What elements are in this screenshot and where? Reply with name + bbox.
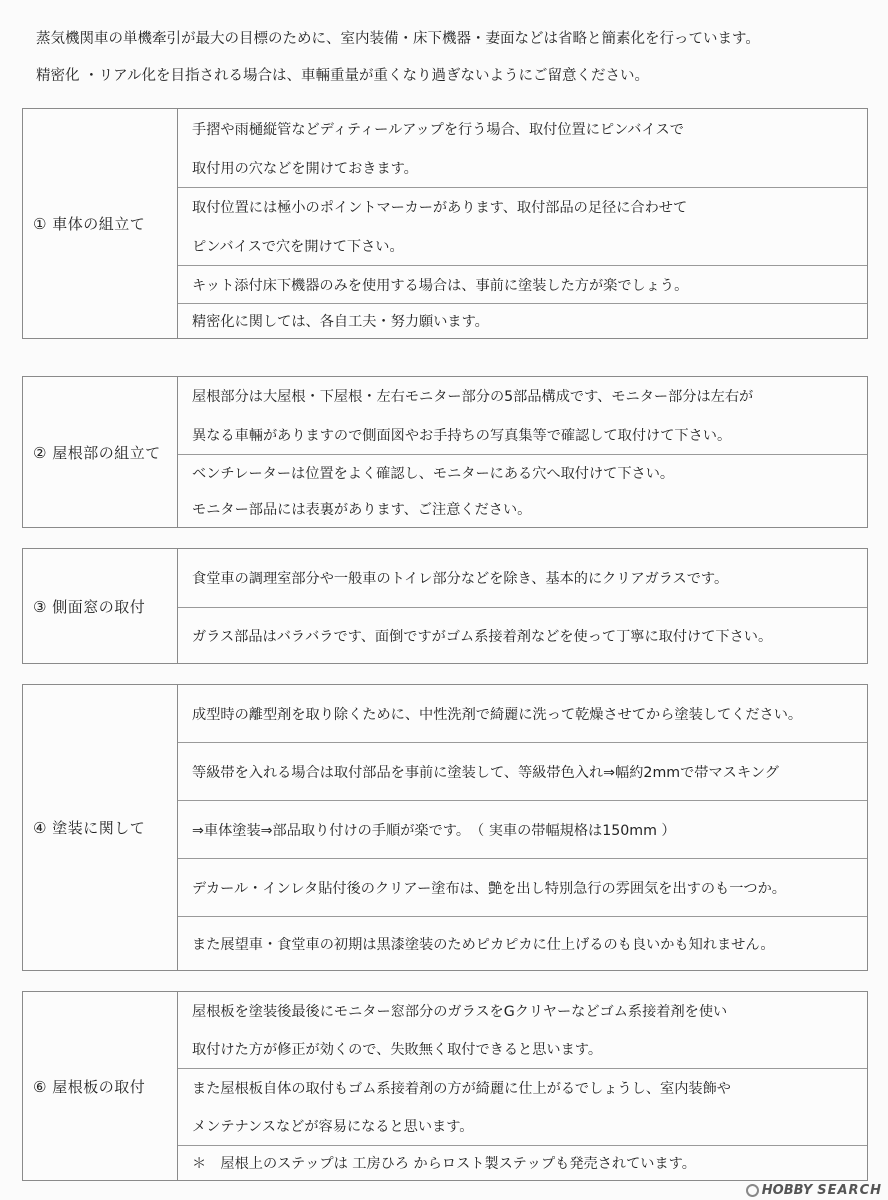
note-cell xyxy=(178,109,867,187)
note-cell xyxy=(178,377,867,454)
intro-line-1: 蒸気機関車の単機牽引が最大の目標のために、室内装備・床下機器・妻面などは省略と簡素化を行っています。 xyxy=(36,31,760,47)
watermark-brand: HOBBY xyxy=(761,1183,813,1198)
note-cell xyxy=(178,1145,867,1180)
note-text: 食堂車の調理室部分や一般車のトイレ部分などを除き、基本的にクリアガラスです。 xyxy=(192,571,729,587)
note-text: デカール・インレタ貼付後のクリアー塗布は、艶を出し特別急行の雰囲気を出すのも一つか。 xyxy=(192,880,786,897)
note-text: ピンバイスで穴を開けて下さい。 xyxy=(192,238,404,255)
section-roof-plate xyxy=(22,991,868,1181)
note-text: 精密化に関しては、各自工夫・努力願います。 xyxy=(192,314,489,330)
note-cell xyxy=(178,916,867,970)
section-painting xyxy=(22,684,868,971)
watermark-search: SEARCH xyxy=(817,1183,882,1198)
section-heading: ⑥ 屋根板の取付 xyxy=(23,992,178,1180)
note-text: ベンチレーターは位置をよく確認し、モニターにある穴へ取付けて下さい。 xyxy=(192,466,675,482)
note-cell xyxy=(178,800,867,858)
logo-circle-icon xyxy=(746,1184,759,1197)
note-text: モニター部品には表裏があります、ご注意ください。 xyxy=(192,502,532,518)
section-heading: ④ 塗装に関して xyxy=(23,685,178,970)
section-heading: ② 屋根部の組立て xyxy=(23,377,178,527)
note-text: ガラス部品はバラバラです、面倒ですがゴム系接着剤などを使って丁寧に取付けて下さい。 xyxy=(192,628,773,645)
note-text: 取付けた方が修正が効くので、失敗無く取付できると思います。 xyxy=(192,1042,603,1058)
note-text: また展望車・食堂車の初期は黒漆塗装のためピカピカに仕上げるのも良いかも知れません。 xyxy=(192,936,775,953)
note-text: 取付用の穴などを開けておきます。 xyxy=(192,160,418,177)
section-body-assembly xyxy=(22,108,868,339)
section-heading: ③ 側面窓の取付 xyxy=(23,549,178,663)
note-text: キット添付床下機器のみを使用する場合は、事前に塗装した方が楽でしょう。 xyxy=(192,277,689,294)
note-cell xyxy=(178,685,867,742)
section-side-windows xyxy=(22,548,868,664)
note-cell xyxy=(178,187,867,265)
note-text: 取付位置には極小のポイントマーカーがあります、取付部品の足径に合わせて xyxy=(192,200,688,217)
note-cell xyxy=(178,303,867,338)
note-text: また屋根板自体の取付もゴム系接着剤の方が綺麗に仕上がるでしょうし、室内装飾や xyxy=(192,1081,731,1097)
note-cell xyxy=(178,992,867,1068)
note-text: 成型時の離型剤を取り除くために、中性洗剤で綺麗に洗って乾燥させてから塗装してください。 xyxy=(192,706,803,723)
note-text: ⇒車体塗装⇒部品取り付けの手順が楽です。 （ 実車の帯幅規格は150mm ） xyxy=(192,822,676,839)
note-cell xyxy=(178,454,867,527)
note-text: ＊ 屋根上のステップは 工房ひろ からロスト製ステップも発売されています。 xyxy=(192,1156,696,1172)
watermark-logo xyxy=(746,1183,882,1198)
note-cell xyxy=(178,1068,867,1145)
note-text: 手摺や雨樋縦管などディティールアップを行う場合、取付位置にピンバイスで xyxy=(192,121,684,138)
note-cell xyxy=(178,858,867,916)
intro-line-2: 精密化 ・リアル化を目指される場合は、車輛重量が重くなり過ぎないようにご留意ください。 xyxy=(36,68,650,84)
section-roof-assembly xyxy=(22,376,868,528)
note-text: 屋根板を塗装後最後にモニター窓部分のガラスをGクリヤーなどゴム系接着剤を使い xyxy=(192,1004,728,1020)
section-heading: ① 車体の組立て xyxy=(23,109,178,338)
note-cell xyxy=(178,607,867,663)
note-text: メンテナンスなどが容易になると思います。 xyxy=(192,1119,474,1135)
note-cell xyxy=(178,265,867,303)
note-text: 等級帯を入れる場合は取付部品を事前に塗装して、等級帯色入れ⇒幅約2mmで帯マスキング xyxy=(192,764,779,781)
note-cell xyxy=(178,742,867,800)
note-text: 屋根部分は大屋根・下屋根・左右モニター部分の5部品構成です、モニター部分は左右が xyxy=(192,389,754,406)
note-cell xyxy=(178,549,867,607)
note-text: 異なる車輛がありますので側面図やお手持ちの写真集等で確認して取付けて下さい。 xyxy=(192,427,732,444)
